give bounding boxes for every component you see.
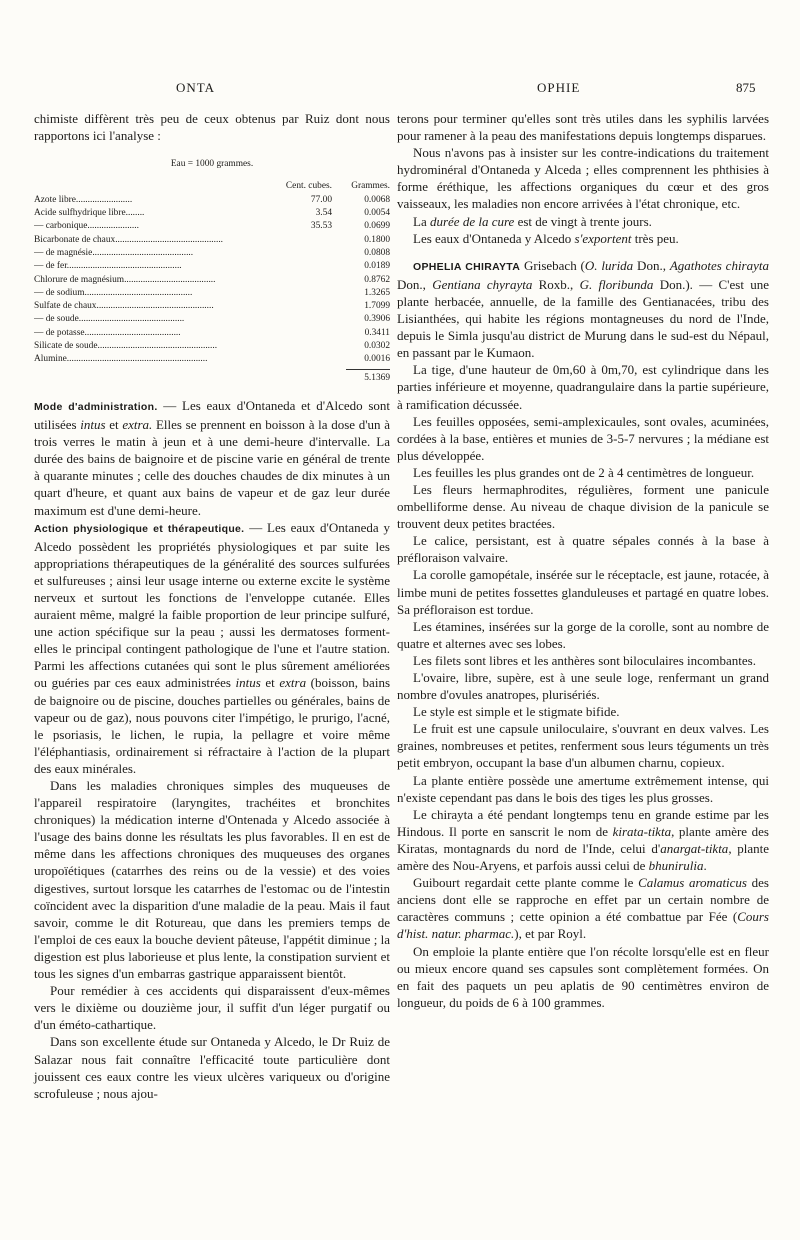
section-heading: OPHELIA CHIRAYTA	[413, 260, 521, 273]
analysis-row	[34, 340, 390, 353]
value-grams: 1.7099	[364, 301, 390, 312]
paragraph: Les eaux d'Ontaneda y Alcedo s'exportent très peu.	[413, 230, 679, 246]
analysis-row	[34, 207, 390, 220]
substance-name: Chlorure de magnésium.......................................	[34, 274, 216, 285]
analysis-row	[34, 327, 390, 340]
analysis-header-row	[34, 180, 390, 193]
substance-name: Azote libre........................	[34, 194, 133, 205]
analysis-row	[34, 260, 390, 273]
value-grams: 0.0808	[364, 247, 390, 258]
paragraph: La corolle gamopétale, insérée sur le réceptacle, est jaune, rotacée, à limbe muni de petites fossettes glanduleuses et partagé en quatre lobes. Sa préfloraison est tordue.	[397, 567, 769, 617]
value-cc	[280, 340, 332, 353]
section-heading: Action physiologique et thérapeutique.	[34, 522, 245, 535]
column-header-cc: Cent. cubes.	[285, 181, 332, 192]
analysis-row	[34, 274, 390, 287]
substance-name: — de soude.............................................	[34, 314, 185, 325]
value-grams: 1.3265	[364, 287, 390, 298]
paragraph: La durée de la cure est de vingt à trente jours.	[413, 213, 652, 229]
value-cc: 3.54	[315, 208, 332, 219]
paragraph: terons pour terminer qu'elles sont très utiles dans les syphilis larvées pour ramener à la peau des manifestations depuis longtemps disparues.	[397, 111, 769, 144]
analysis-row	[34, 313, 390, 326]
paragraph: Les fleurs hermaphrodites, régulières, forment une panicule ombelliforme dense. Au niveau de chaque division de la panicule se trouvent deux petites bractées.	[397, 481, 769, 532]
right-column	[397, 110, 769, 1011]
substance-name: Alumine............................................................	[34, 354, 208, 365]
header-right-title: OPHIE	[537, 80, 581, 95]
value-cc: 77.00	[310, 194, 332, 205]
paragraph: Les filets sont libres et les anthères sont biloculaires incombantes.	[413, 652, 756, 668]
value-cc	[280, 274, 332, 287]
value-cc	[280, 234, 332, 247]
analysis-row	[34, 353, 390, 366]
substance-name: — de sodium..............................................	[34, 287, 193, 298]
left-column	[34, 110, 390, 1102]
value-grams: 0.0302	[364, 341, 390, 352]
column-header-grams: Grammes.	[351, 181, 390, 192]
analysis-row	[34, 234, 390, 247]
paragraph-ophelia-chirayta: OPHELIA CHIRAYTA Grisebach (O. lurida Don., Agathotes chirayta Don., Gentiana chyrayta Roxb., G. floribunda Don.). — C'est une plante herbacée, annuelle, de la famille des Gentianacées, tribu des Lisianthées, qui habite les régions montagneuses du nord de l'Inde, depuis le Simla jusqu'au district de Murung dans le sud-est du Népaul, en passant par le Kumaon.	[397, 257, 770, 361]
value-grams: 0.0016	[364, 354, 390, 365]
substance-name: Acide sulfhydrique libre........	[34, 208, 145, 219]
paragraph: Dans son excellente étude sur Ontaneda y Alcedo, le Dr Ruiz de Salazar nous fait connaître l'efficacité toute particulière dont jouissent ces eaux contre les vieux ulcères variqueux ou d'origine scrofuleuse ; nous ajou-	[34, 1034, 390, 1101]
substance-name: — de magnésie...........................................	[34, 247, 194, 258]
paragraph: On emploie la plante entière que l'on récolte lorsqu'elle est en fleur ou mieux encore quand ses capsules sont complètement formées. On en fait des paquets un peu aplatis de 90 centimètres environ de longueur, du poids de 6 à 100 grammes.	[397, 943, 769, 1010]
value-cc	[280, 260, 332, 273]
value-grams: 0.1800	[364, 234, 390, 245]
paragraph: La tige, d'une hauteur de 0m,60 à 0m,70, est cylindrique dans les parties inférieure et moyenne, quadrangulaire dans la partie supérieure, à ramification décussée.	[397, 362, 769, 412]
paragraph: Nous n'avons pas à insister sur les contre-indications du traitement hydrominéral d'Ontaneda y Alceda ; elles comprennent les phthisies à forme éréthique, les affections organiques du cœur et des gros vaisseaux, les maladies non encore arrivées à l'état chronique, etc.	[397, 145, 769, 212]
analysis-row	[34, 247, 390, 260]
analysis-caption: Eau = 1000 grammes.	[170, 159, 254, 170]
value-cc	[280, 300, 332, 313]
analysis-rows	[34, 194, 390, 367]
paragraph: La plante entière possède une amertume extrêmement intense, qui n'existe cependant pas dans le bois des tiges les plus grosses.	[397, 772, 769, 805]
value-cc	[280, 313, 332, 326]
intro-paragraph: chimiste diffèrent très peu de ceux obtenus par Ruiz dont nous rapportons ici l'analyse :	[34, 111, 390, 144]
analysis-total: 5.1369	[346, 369, 390, 385]
value-grams: 0.0054	[364, 208, 390, 219]
paragraph: Le calice, persistant, est à quatre sépales connés à la base à préfloraison valvaire.	[397, 533, 769, 566]
paragraph: Les feuilles les plus grandes ont de 2 à 4 centimètres de longueur.	[413, 464, 755, 480]
analysis-row	[34, 287, 390, 300]
value-cc	[280, 327, 332, 340]
page-number: 875	[736, 80, 756, 95]
substance-name: Bicarbonate de chaux..............................................	[34, 234, 224, 245]
analysis-row	[34, 300, 390, 313]
value-cc	[280, 247, 332, 260]
substance-name: — de potasse.........................................	[34, 327, 181, 338]
substance-name: — carbonique......................	[34, 221, 139, 232]
paragraph: Dans les maladies chroniques simples des muqueuses de l'appareil respiratoire (laryngites, trachéites et bronchites chroniques) la médication interne d'Ontenada y Alcedo associée à l'usage des bains donne les résultats les plus favorables. Il en est de même dans les affections chroniques des muqueuses des organes uropoïétiques (catarrhes des reins ou de la vessie) et des voies digestives, surtout lorsque les catarrhes de l'estomac ou de l'intestin coïncident avec la disparition d'une maladie de la peau. Mais il faut savoir, comme le dit Rotureau, que dans les premiers temps de l'emploi de ces eaux la bouche devient pâteuse, l'appétit diminue ; la digestion est plus laborieuse et plus lente, la constipation survient et tous les signes d'un embarras gastrique apparaissent bientôt.	[34, 778, 390, 982]
paragraph: Le chirayta a été pendant longtemps tenu en grande estime par les Hindous. Il porte en sanscrit le nom de kirata-tikta, plante amère des Kiratas, montagnards du nord de l'Inde, celui d'anargat-tikta, plante amère des Nou-Aryens, et parfois aussi celui de bhunirulia.	[397, 806, 770, 874]
paragraph: Guibourt regardait cette plante comme le Calamus aromaticus des anciens dont elle se rapproche en effet par un certain nombre de caractères communs ; cette opinion a été combattue par Fée (Cours d'hist. natur. pharmac.), et par Royl.	[397, 875, 769, 942]
paragraph: L'ovaire, libre, supère, est à une seule loge, renfermant un grand nombre d'ovules anatropes, plurisériés.	[397, 670, 769, 703]
analysis-row	[34, 220, 390, 233]
paragraph: Les étamines, insérées sur la gorge de la corolle, sont au nombre de quatre et alternes avec ses lobes.	[397, 618, 769, 651]
paragraph-mode-administration: Mode d'administration. — Les eaux d'Ontaneda et d'Alcedo sont utilisées intus et extra. Elles se prennent en boisson à la dose d'un à trois verres le matin à jeun et à une demi-heure d'intervalle. La durée des bains de baignoire et de piscine varie en général de trente à quarante minutes ; celle des douches chaudes de dix minutes à un quart d'heure, et quant aux bains de vapeur et de gaz leur durée maximum est d'une demi-heure.	[34, 397, 391, 518]
header-left-title: ONTA	[176, 80, 216, 95]
value-grams: 0.3906	[364, 314, 390, 325]
substance-name: — de fer.................................................	[34, 261, 182, 272]
value-grams: 0.0068	[364, 194, 390, 205]
value-grams: 0.8762	[364, 274, 390, 285]
value-cc	[280, 353, 332, 366]
running-header	[0, 80, 800, 102]
section-heading: Mode d'administration.	[34, 400, 158, 413]
paragraph-action-physiologique: Action physiologique et thérapeutique. — Les eaux d'Ontaneda y Alcedo possèdent les propriétés physiologiques et par suite les appropriations thérapeutiques de la généralité des sources sulfurées et sulfureuses ; ainsi leur usage interne ou externe excite le système nerveux et surtout les fonctions de l'enveloppe cutanée. Elles auraient même, malgré la faible proportion de leur principe sulfuré, une action spécifique sur la peau ; aussi les dermatoses forment-elles le principal contingent pathologique de l'une et l'autre station. Parmi les affections cutanées qui sont le plus sûrement améliorées ou guéries par ces eaux administrées intus et extra (boisson, bains de baignoire ou de piscine, douches partielles ou générales, bains de vapeur ou de gaz), nous pouvons citer l'impétigo, le prurigo, l'acné, le psoriasis, le lichen, le rupia, la pellagre et voire même l'éléphantiasis, ordinairement si réfractaire à l'action de la plupart des eaux minérales.	[34, 519, 390, 776]
substance-name: Sulfate de chaux..................................................	[34, 301, 214, 312]
paragraph: Pour remédier à ces accidents qui disparaissent d'eux-mêmes vers le dixième ou douzième jour, il suffit d'un léger purgatif ou d'un éméto-cathartique.	[34, 983, 390, 1033]
substance-name: Silicate de soude...................................................	[34, 341, 218, 352]
analysis-row	[34, 194, 390, 207]
value-cc: 35.53	[310, 221, 332, 232]
paragraph: Le fruit est une capsule uniloculaire, s'ouvrant en deux valves. Les graines, nombreuses et petites, renferment sous leurs téguments un très petit embryon, occupant la base d'un albumen charnu, copieux.	[397, 721, 769, 771]
value-cc	[280, 287, 332, 300]
paragraph: Les feuilles opposées, semi-amplexicaules, sont ovales, acuminées, cordées à la base, entières et munies de 3-5-7 nervures ; la médiane est plus développée.	[397, 413, 769, 463]
paragraph: Le style est simple et le stigmate bifide.	[413, 704, 620, 720]
value-grams: 0.0699	[364, 221, 390, 232]
value-grams: 0.3411	[364, 327, 390, 338]
analysis-table	[34, 158, 390, 385]
value-grams: 0.0189	[364, 261, 390, 272]
